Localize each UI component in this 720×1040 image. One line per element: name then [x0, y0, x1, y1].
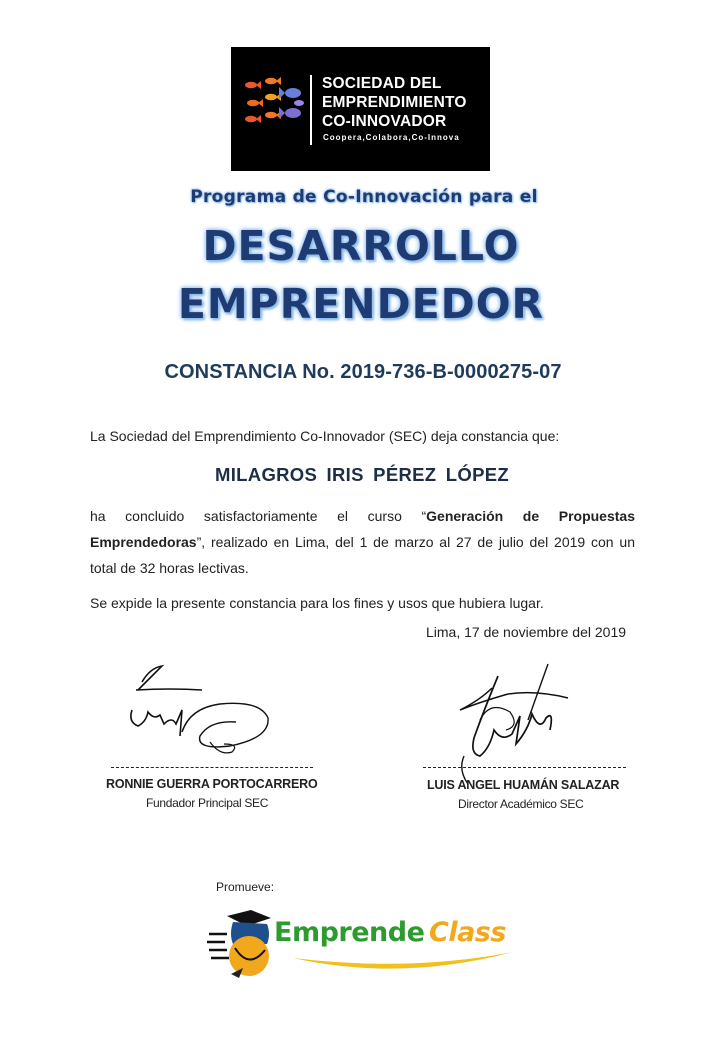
- signature-2-role: Director Académico SEC: [458, 797, 584, 811]
- recipient-name: MILAGROS IRIS PÉREZ LÓPEZ: [215, 464, 509, 485]
- graduation-pencil-icon: [205, 908, 275, 980]
- signature-1-role: Fundador Principal SEC: [146, 796, 269, 810]
- certificate-number: CONSTANCIA No. 2019-736-B-0000275-07: [164, 361, 562, 383]
- logo-line-2: EMPRENDIMIENTO: [322, 94, 467, 111]
- logo-divider: [310, 75, 312, 145]
- course-text-after: ”, realizado en Lima, del 1 de marzo al 27 de julio del 2019 con un total de 32 horas lectivas.: [90, 534, 635, 576]
- intro-text: La Sociedad del Emprendimiento Co-Innovador (SEC) deja constancia que:: [90, 428, 560, 444]
- logo-line-1: SOCIEDAD DEL: [322, 75, 442, 92]
- brand-class: Class: [429, 917, 506, 948]
- sec-logo: [231, 47, 490, 171]
- promoter-label: Promueve:: [216, 880, 275, 894]
- signature-1-line: [111, 767, 313, 768]
- course-text-before: ha concluido satisfactoriamente el curso “: [90, 508, 427, 524]
- brand-emprende: Emprende: [274, 917, 425, 948]
- place-date: Lima, 17 de noviembre del 2019: [426, 624, 627, 640]
- brand-swoosh: [291, 950, 517, 974]
- logo-tagline: Coopera,Colabora,Co-Innova: [323, 133, 460, 142]
- fish-school-icon: [243, 75, 307, 135]
- signature-1-name: RONNIE GUERRA PORTOCARRERO: [106, 777, 318, 791]
- logo-line-3: CO-INNOVADOR: [322, 113, 447, 130]
- signature-2-name: LUIS ANGEL HUAMÁN SALAZAR: [427, 778, 620, 792]
- signature-2-line: [423, 767, 626, 768]
- course-name: Generación de Propuestas Emprendedoras: [90, 508, 635, 550]
- issue-text: Se expide la presente constancia para los fines y usos que hubiera lugar.: [90, 595, 544, 611]
- emprendeclass-logo: [205, 908, 525, 980]
- signature-1-image: [120, 660, 300, 765]
- program-title-line-1: DESARROLLO: [202, 222, 520, 270]
- course-paragraph: [90, 503, 635, 581]
- program-title-line-2: EMPRENDEDOR: [177, 280, 545, 328]
- program-subtitle: Programa de Co-Innovación para el: [190, 187, 538, 207]
